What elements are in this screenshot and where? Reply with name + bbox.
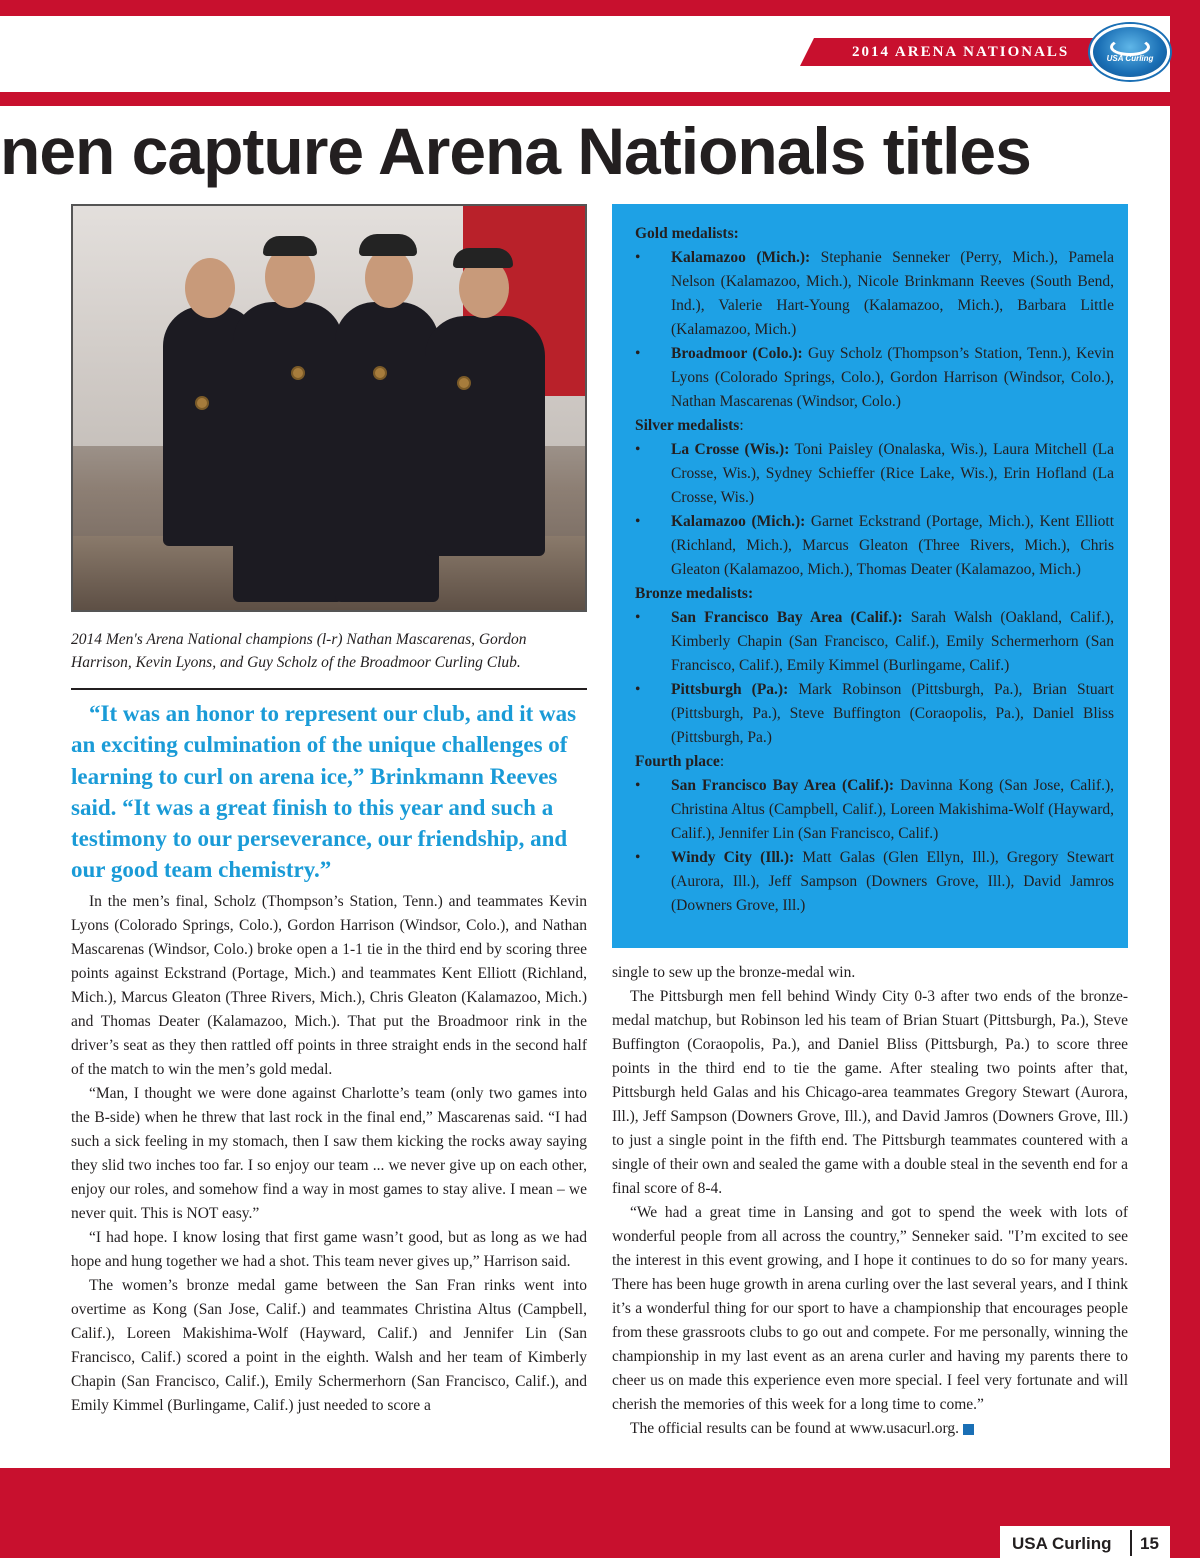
team-members: Toni Paisley (Onalaska, Wis.), Laura Mitchell (La Crosse, Wis.), Sydney Schieffer (Rice Lake, Wis.), Erin Hofland (La Crosse, Wis.)	[671, 441, 1114, 506]
team-members: Davinna Kong (San Jose, Calif.), Christina Altus (Campbell, Calif.), Loreen Makishima-Wolf (Hayward, Calif.), Jennifer Lin (San Francisco, Calif.)	[671, 777, 1114, 842]
bronze-heading: Bronze medalists:	[635, 585, 754, 602]
bullet-icon: •	[635, 849, 641, 866]
person-3-head	[365, 248, 413, 308]
team-members: Stephanie Senneker (Perry, Mich.), Pamela Nelson (Kalamazoo, Mich.), Nicole Brinkmann Reeves (South Bend, Ind.), Valerie Hart-Young (Kalamazoo, Mich.), Barbara Little (Kalamazoo, Mich.)	[671, 249, 1115, 338]
photo-caption: 2014 Men's Arena National champions (l-r) Nathan Mascarenas, Gordon Harrison, Kevin Lyons, and Guy Scholz of the Broadmoor Curling Club.	[71, 631, 527, 671]
team-members: Garnet Eckstrand (Portage, Mich.), Kent Elliott (Richland, Mich.), Marcus Gleaton (Three Rivers, Mich.), Chris Gleaton (Kalamazoo, Mich.), Thomas Deater (Kalamazoo, Mich.)	[671, 513, 1114, 578]
cap-icon	[359, 234, 417, 256]
team-name: Pittsburgh (Pa.):	[671, 681, 789, 698]
footer-publication: USA Curling	[1012, 1534, 1112, 1553]
team-name: Broadmoor (Colo.):	[671, 345, 803, 362]
section-label: 2014 ARENA NATIONALS	[852, 44, 1070, 60]
team-members: Sarah Walsh (Oakland, Calif.), Kimberly Chapin (San Francisco, Calif.), Emily Schermerhorn (San Francisco, Calif.), Emily Kimmel (Burlingame, Calif.)	[671, 609, 1114, 674]
silver-list	[635, 438, 1114, 582]
list-item	[635, 510, 1114, 582]
person-4	[425, 316, 545, 556]
medal-icon	[373, 366, 387, 380]
pull-quote: “It was an honor to represent our club, and it was an exciting culmination of the unique challenges of learning to curl on arena ice,” Brinkmann Reeves said. “It was a great finish to this year and such a testimony to our perseverance, our friendship, and our good team chemistry.”	[71, 701, 577, 883]
team-name: La Crosse (Wis.):	[671, 441, 790, 458]
list-item	[635, 246, 1114, 342]
caption-divider	[71, 688, 587, 690]
team-photo	[71, 204, 587, 612]
body-paragraph: In the men’s final, Scholz (Thompson’s Station, Tenn.) and teammates Kevin Lyons (Colorado Springs, Colo.), Gordon Harrison (Windsor, Colo.), and Nathan Mascarenas (Windsor, Colo.) broke open a 1-1 tie in the third end by scoring three points against Eckstrand (Portage, Mich.) and teammates Kent Elliott (Richland, Mich.), Marcus Gleaton (Three Rivers, Mich.), Chris Gleaton (Kalamazoo, Mich.) and Thomas Deater (Kalamazoo, Mich.). That put the Broadmoor rink in the driver’s seat as they then rattled off points in three straight ends in the second half of the match to win the men’s gold medal.	[71, 893, 587, 1078]
top-red-band	[0, 0, 1200, 16]
header-red-band	[0, 92, 1200, 106]
gold-list	[635, 246, 1114, 414]
team-name: Kalamazoo (Mich.):	[671, 249, 811, 266]
body-paragraph: “We had a great time in Lansing and got to spend the week with lots of wonderful people from all across the country,” Senneker said. "I’m excited to see the interest in this event growing, and I hope it continues to do so for many years. There has been huge growth in arena curling over the last several years, and I think it’s a wonderful thing for our sport to have a championship that encourages people from these grassroots clubs to go out and compete. For me personally, winning the championship in my last event as an arena curler and having my parents there to cheer us on made this experience even more special. I feel very fortunate and will cherish the memories of this week for a long time to come.”	[612, 1204, 1128, 1413]
bullet-icon: •	[635, 777, 641, 794]
fourth-list	[635, 774, 1114, 918]
gold-heading: Gold medalists:	[635, 225, 739, 242]
fourth-heading-row: Fourth place:	[635, 753, 725, 770]
list-item	[635, 678, 1114, 750]
list-item	[635, 438, 1114, 510]
page-number: 15	[1140, 1534, 1159, 1553]
body-right-column	[612, 961, 1128, 1441]
silver-heading: Silver medalists	[635, 417, 740, 434]
body-paragraph: “Man, I thought we were done against Charlotte’s team (only two games into the B-side) when he threw that last rock in the final end,” Mascarenas said. “I had such a sick feeling in my stomach, then I saw them kicking the rocks away saying they slid two inches too far. I so enjoy our team ... we never give up on each other, enjoy our roles, and somehow find a way in most games to stay alive. I mean – we never quit. This is NOT easy.”	[71, 1085, 587, 1222]
bullet-icon: •	[635, 441, 641, 458]
bullet-icon: •	[635, 609, 641, 626]
body-paragraph-final	[612, 1417, 1128, 1441]
bullet-icon: •	[635, 249, 641, 266]
right-red-band	[1170, 0, 1200, 1558]
cap-icon	[453, 248, 513, 268]
body-paragraph: The women’s bronze medal game between the San Fran rinks went into overtime as Kong (San Jose, Calif.) and teammates Christina Altus (Campbell, Calif.), Loreen Makishima-Wolf (Hayward, Calif.) and Jennifer Lin (San Francisco, Calif.) scored a point in the eighth. Walsh and her team of Kimberly Chapin (San Francisco, Calif.), Emily Schermerhorn (San Francisco, Calif.), and Emily Kimmel (Burlingame, Calif.) just needed to score a	[71, 1277, 587, 1414]
person-2	[233, 302, 343, 602]
medal-icon	[195, 396, 209, 410]
bronze-list	[635, 606, 1114, 750]
headline: nen capture Arena Nationals titles	[0, 114, 1031, 188]
logo-text: USA Curling	[1106, 54, 1154, 63]
body-paragraph: The Pittsburgh men fell behind Windy City 0-3 after two ends of the bronze-medal matchup, but Robinson led his team of Brian Stuart (Pittsburgh, Pa.), Steve Buffington (Coraopolis, Pa.), and Daniel Bliss (Pittsburgh, Pa.) to score three points in the third end to tie the game. After stealing two points after that, Pittsburgh held Galas and his Chicago-area teammates Gregory Stewart (Aurora, Ill.), Jeff Sampson (Downers Grove, Ill.), and David Jamros (Downers Grove, Ill.) to just a single point in the fifth end. The Pittsburgh teammates countered with a single of their own and sealed the game with a double steal in the seventh end for a final score of 8-4.	[612, 988, 1128, 1197]
results-box	[612, 204, 1128, 948]
bullet-icon: •	[635, 345, 641, 362]
bullet-icon: •	[635, 513, 641, 530]
list-item	[635, 774, 1114, 846]
cap-icon	[263, 236, 317, 256]
body-paragraph: single to sew up the bronze-medal win.	[612, 964, 856, 981]
silver-heading-row: Silver medalists:	[635, 417, 744, 434]
list-item	[635, 606, 1114, 678]
person-1-head	[185, 258, 235, 318]
list-item	[635, 846, 1114, 918]
fourth-heading: Fourth place	[635, 753, 720, 770]
list-item	[635, 342, 1114, 414]
body-paragraph: “I had hope. I know losing that first game wasn’t good, but as long as we had hope and hung together we had a shot. This team never gives up,” Harrison said.	[71, 1229, 587, 1270]
team-members: Mark Robinson (Pittsburgh, Pa.), Brian Stuart (Pittsburgh, Pa.), Steve Buffington (Coraopolis, Pa.), Daniel Bliss (Pittsburgh, Pa.)	[671, 681, 1114, 746]
body-left-column	[71, 890, 587, 1418]
team-name: San Francisco Bay Area (Calif.):	[671, 609, 903, 626]
end-mark-icon	[963, 1424, 974, 1435]
team-name: Windy City (Ill.):	[671, 849, 795, 866]
team-name: Kalamazoo (Mich.):	[671, 513, 806, 530]
team-name: San Francisco Bay Area (Calif.):	[671, 777, 895, 794]
team-members: Matt Galas (Glen Ellyn, Ill.), Gregory Stewart (Aurora, Ill.), Jeff Sampson (Downers Grove, Ill.), David Jamros (Downers Grove, Ill.)	[671, 849, 1114, 914]
bullet-icon: •	[635, 681, 641, 698]
medal-icon	[291, 366, 305, 380]
medal-icon	[457, 376, 471, 390]
footer-divider	[1130, 1530, 1132, 1556]
closing-text: The official results can be found at www.usacurl.org.	[630, 1420, 959, 1437]
person-3	[335, 302, 439, 602]
team-members: Guy Scholz (Thompson’s Station, Tenn.), Kevin Lyons (Colorado Springs, Colo.), Gordon Harrison (Windsor, Colo.), Nathan Mascarenas (Windsor, Colo.)	[671, 345, 1114, 410]
